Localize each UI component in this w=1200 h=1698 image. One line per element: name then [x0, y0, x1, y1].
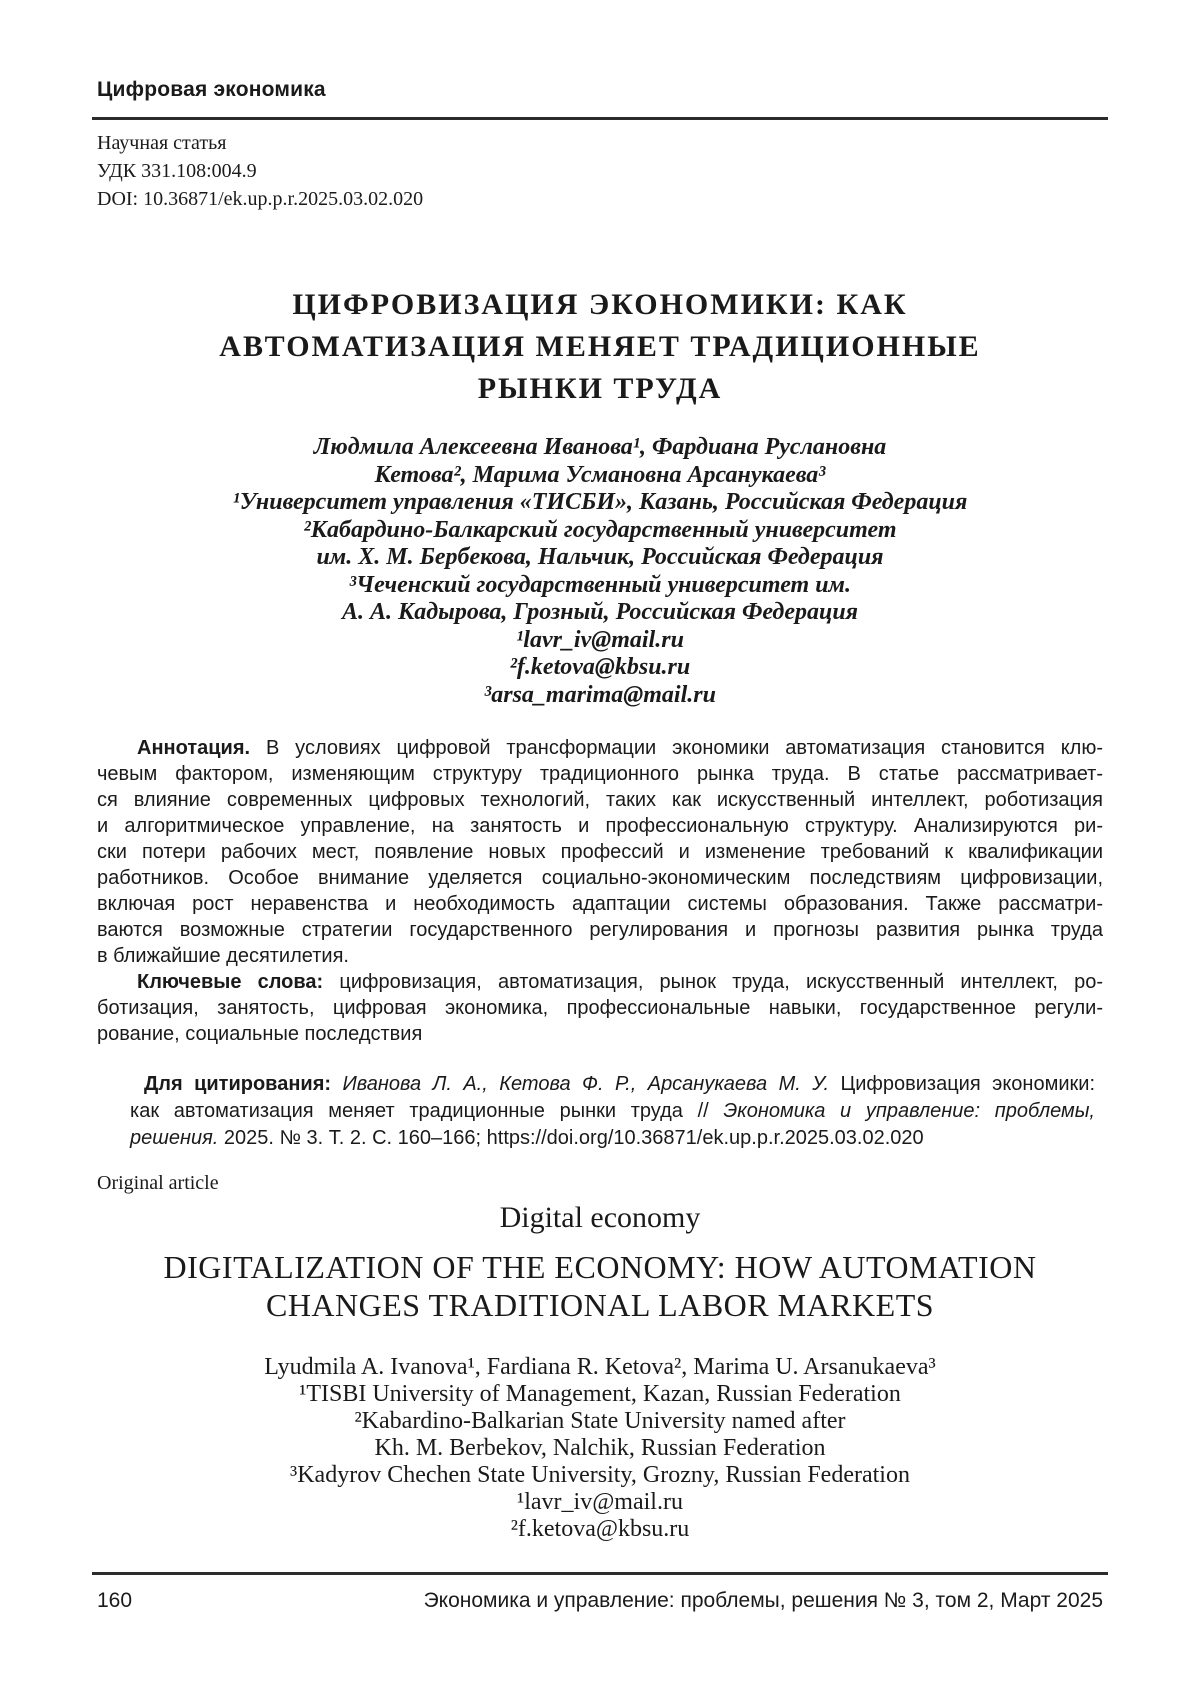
article-meta — [97, 129, 1103, 213]
citation-line: как автоматизация меняет традиционные рынки труда // Экономика и управление: проблемы, — [130, 1100, 1095, 1122]
authors-en-line: Lyudmila A. Ivanova¹, Fardiana R. Ketova², Marima U. Arsanukaeva³ — [264, 1354, 936, 1380]
footer-rule — [92, 1572, 1108, 1575]
author-email: ³arsa_marima@mail.ru — [484, 681, 716, 708]
abstract-line: Аннотация. В условиях цифровой трансформации экономики автоматизация становится клю- — [137, 737, 1104, 759]
page-header — [97, 78, 1103, 213]
abstract-line: и алгоритмическое управление, на занятость и профессиональную структуру. Анализируются ри- — [97, 815, 1103, 837]
article-title-en — [97, 1248, 1103, 1324]
title-en-line: DIGITALIZATION OF THE ECONOMY: HOW AUTOMATION — [163, 1249, 1037, 1285]
citation-label: Для цитирования: — [144, 1073, 332, 1095]
affiliation-ru-line: ¹Университет управления «ТИСБИ», Казань, Российская Федерация — [232, 489, 968, 515]
citation-line: Для цитирования: Иванова Л. А., Кетова Ф. Р., Арсанукаева М. У. Цифровизация экономики: — [144, 1073, 1095, 1095]
abstract-ru — [97, 735, 1103, 969]
page-number: 160 — [97, 1589, 133, 1612]
citation-authors: Иванова Л. А., Кетова Ф. Р., Арсанукаева М. У. — [342, 1073, 830, 1095]
author-email: ¹lavr_iv@mail.ru — [517, 1489, 683, 1515]
journal-issue-line: Экономика и управление: проблемы, решения № 3, том 2, Март 2025 — [423, 1589, 1103, 1612]
affiliation-en-line: ³Kadyrov Chechen State University, Grozny, Russian Federation — [290, 1462, 910, 1488]
title-ru-line: АВТОМАТИЗАЦИЯ МЕНЯЕТ ТРАДИЦИОННЫЕ — [219, 330, 981, 363]
affiliation-en-line: ¹TISBI University of Management, Kazan, Russian Federation — [299, 1381, 901, 1407]
keywords-line: Ключевые слова: цифровизация, автоматизация, рынок труда, искусственный интеллект, ро- — [137, 971, 1103, 993]
journal-section-label: Цифровая экономика — [97, 78, 326, 101]
abstract-line: в ближайшие десятилетия. — [97, 945, 349, 967]
author-email: ¹lavr_iv@mail.ru — [516, 626, 684, 653]
header-rule — [92, 117, 1108, 120]
affiliation-en-line: ²Kabardino-Balkarian State University named after — [354, 1408, 846, 1434]
page-footer — [92, 1572, 1108, 1614]
authors-ru-line: Людмила Алексеевна Иванова¹, Фардиана Руслановна — [313, 434, 887, 460]
abstract-line: ски потери рабочих мест, появление новых профессий и изменение требований к квалификации — [97, 841, 1103, 863]
keywords-label: Ключевые слова: — [137, 971, 324, 993]
affiliation-ru-line: А. А. Кадырова, Грозный, Российская Федерация — [341, 599, 859, 625]
affiliation-ru-line: ³Чеченский государственный университет им. — [348, 571, 851, 598]
abstract-line: работников. Особое внимание уделяется социально-экономическим последствиям цифровизации, — [97, 867, 1103, 889]
abstract-line: чевым фактором, изменяющим структуру традиционного рынка труда. В статье рассматривает- — [97, 763, 1103, 785]
citation-journal: решения. — [130, 1127, 219, 1149]
affiliation-ru-line: им. Х. М. Бербекова, Нальчик, Российская Федерация — [316, 544, 884, 570]
author-email: ²f.ketova@kbsu.ru — [509, 654, 691, 680]
affiliation-en-line: Kh. M. Berbekov, Nalchik, Russian Federation — [374, 1435, 826, 1461]
author-email: ²f.ketova@kbsu.ru — [510, 1516, 690, 1542]
doi-line: DOI: 10.36871/ek.up.p.r.2025.03.02.020 — [97, 188, 424, 210]
authors-affiliations-ru — [97, 434, 1103, 709]
journal-section-label-en: Digital economy — [499, 1201, 701, 1234]
article-type-en: Original article — [97, 1172, 219, 1194]
citation-block — [130, 1071, 1095, 1152]
article-title-ru — [97, 284, 1103, 410]
abstract-line: ся влияние современных цифровых технологий, таких как искусственный интеллект, роботизация — [97, 789, 1103, 811]
article-type-ru: Научная статья — [97, 132, 227, 154]
affiliation-ru-line: ²Кабардино-Балкарский государственный университет — [303, 516, 897, 543]
citation-line: решения. 2025. № 3. Т. 2. С. 160–166; https://doi.org/10.36871/ek.up.p.r.2025.03.02.020 — [130, 1127, 924, 1149]
abstract-line: включая рост неравенства и необходимость адаптации системы образования. Также рассматри- — [97, 893, 1103, 915]
keywords-ru — [97, 969, 1103, 1047]
citation-journal: Экономика и управление: проблемы, — [723, 1100, 1095, 1122]
footer-row — [92, 1588, 1108, 1614]
keywords-line: ботизация, занятость, цифровая экономика, профессиональные навыки, государственное регули- — [97, 997, 1103, 1019]
title-ru-line: ЦИФРОВИЗАЦИЯ ЭКОНОМИКИ: КАК — [292, 288, 908, 321]
abstract-line: ваются возможные стратегии государственного регулирования и прогнозы развития рынка труда — [97, 919, 1103, 941]
english-section — [97, 1170, 1103, 1543]
authors-ru-line: Кетова², Марима Усмановна Арсанукаева³ — [374, 461, 826, 488]
udc-code: УДК 331.108:004.9 — [97, 160, 257, 182]
title-en-line: CHANGES TRADITIONAL LABOR MARKETS — [265, 1287, 935, 1323]
keywords-line: рование, социальные последствия — [97, 1023, 423, 1045]
title-ru-line: РЫНКИ ТРУДА — [477, 372, 723, 405]
abstract-label: Аннотация. — [137, 737, 251, 759]
authors-affiliations-en — [97, 1354, 1103, 1543]
